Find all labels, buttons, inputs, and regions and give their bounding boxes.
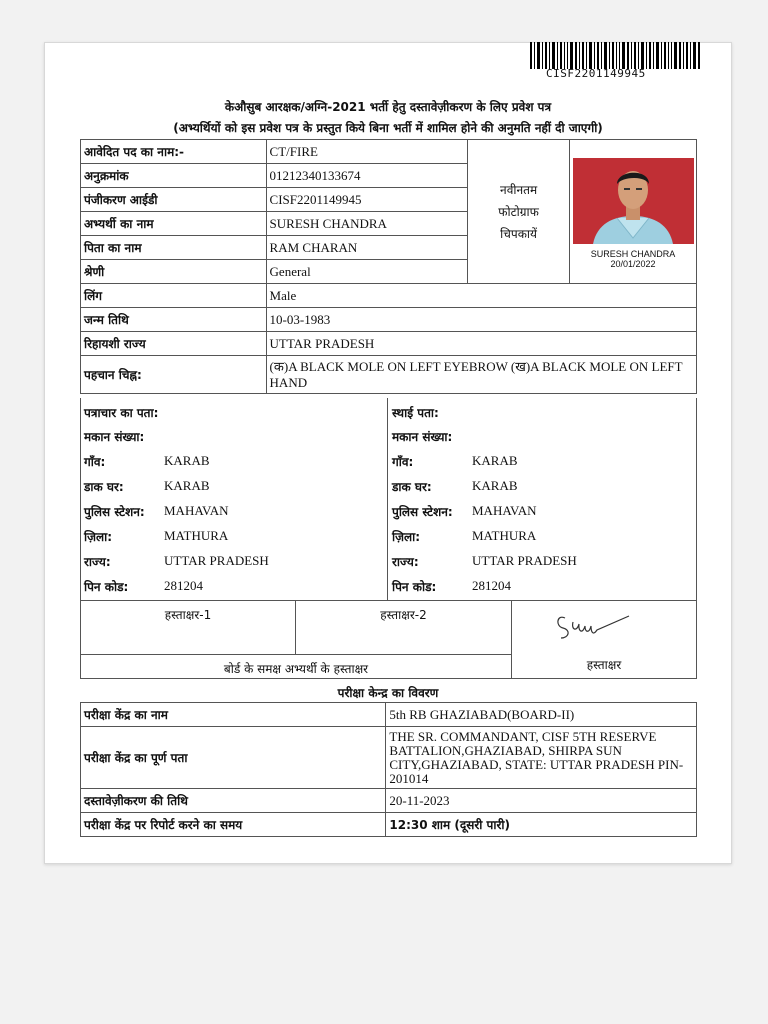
address-value: MAHAVAN — [164, 503, 229, 518]
exam-row — [81, 789, 697, 813]
address-label: राज्य: — [84, 555, 111, 569]
detail-value: 01212340133674 — [266, 164, 468, 188]
candidate-signature — [551, 608, 631, 642]
address-label: गाँव: — [84, 455, 106, 469]
address-label: डाक घर: — [84, 480, 124, 494]
address-value: KARAB — [472, 478, 518, 493]
address-label: ज़िला: — [84, 530, 113, 544]
detail-value: UTTAR PRADESH — [266, 332, 696, 356]
correspondence-address-title: पत्राचार का पता: — [84, 406, 159, 420]
card-instruction: (अभ्यर्थियों को इस प्रवेश पत्र के प्रस्तुत किये बिना भर्ती में शामिल होने की अनुमति नहीं दी जाएगी) — [173, 121, 603, 135]
address-label: मकान संख्या: — [84, 430, 145, 444]
address-label: मकान संख्या: — [392, 430, 453, 444]
detail-row — [81, 140, 697, 164]
photo-caption-date: 20/01/2022 — [610, 259, 656, 269]
detail-label: रिहायशी राज्य — [81, 332, 267, 356]
barcode — [530, 42, 700, 69]
address-section — [80, 398, 697, 601]
exam-value: THE SR. COMMANDANT, CISF 5TH RESERVE BATTALION,GHAZIABAD, SHIRPA SUN CITY,GHAZIABAD, STATE: UTTAR PRADESH PIN-201014 — [386, 727, 697, 789]
address-value: UTTAR PRADESH — [472, 553, 577, 568]
signature-1-label: हस्ताक्षर-1 — [164, 608, 212, 622]
address-value: KARAB — [164, 453, 210, 468]
exam-value: 5th RB GHAZIABAD(BOARD-II) — [386, 703, 697, 727]
exam-centre-table — [80, 702, 697, 837]
address-label: ज़िला: — [392, 530, 421, 544]
detail-row — [81, 284, 697, 308]
exam-row — [81, 813, 697, 837]
signature-section — [80, 600, 697, 679]
address-value: KARAB — [164, 478, 210, 493]
address-label: पिन कोड: — [84, 580, 129, 594]
detail-label: जन्म तिथि — [81, 308, 267, 332]
photo-placeholder-line: नवीनतम — [500, 182, 538, 197]
address-value: 281204 — [164, 578, 203, 593]
detail-value: Male — [266, 284, 696, 308]
detail-value: CT/FIRE — [266, 140, 468, 164]
address-label: पुलिस स्टेशन: — [392, 505, 453, 519]
photo-cell — [570, 140, 697, 284]
card-title: केऔसुब आरक्षक/अग्नि-2021 भर्ती हेतु दस्तावेज़ीकरण के लिए प्रवेश पत्र — [224, 100, 552, 114]
photo-placeholder — [468, 140, 570, 284]
address-label: पिन कोड: — [392, 580, 437, 594]
exam-label: परीक्षा केंद्र का पूर्ण पता — [81, 727, 386, 789]
candidate-photo — [573, 158, 694, 244]
detail-row — [81, 308, 697, 332]
detail-label: पिता का नाम — [81, 236, 267, 260]
detail-value: CISF2201149945 — [266, 188, 468, 212]
detail-value: General — [266, 260, 468, 284]
photo-placeholder-line: फोटोग्राफ — [498, 204, 539, 219]
detail-label: अभ्यर्थी का नाम — [81, 212, 267, 236]
detail-label: लिंग — [81, 284, 267, 308]
address-label: राज्य: — [392, 555, 419, 569]
signature-2-label: हस्ताक्षर-2 — [380, 608, 427, 622]
exam-centre-title: परीक्षा केन्द्र का विवरण — [337, 686, 439, 700]
address-label: पुलिस स्टेशन: — [84, 505, 145, 519]
detail-row — [81, 332, 697, 356]
address-value: MAHAVAN — [472, 503, 537, 518]
detail-label: पंजीकरण आईडी — [81, 188, 267, 212]
candidate-signature-caption: हस्ताक्षर — [586, 658, 622, 672]
exam-row — [81, 727, 697, 789]
exam-value: 20-11-2023 — [386, 789, 697, 813]
address-value: MATHURA — [164, 528, 229, 543]
exam-label: दस्तावेज़ीकरण की तिथि — [81, 789, 386, 813]
detail-label: आवेदित पद का नाम:- — [81, 140, 267, 164]
exam-label: परीक्षा केंद्र पर रिपोर्ट करने का समय — [81, 813, 386, 837]
exam-value: 12:30 शाम (दूसरी पारी) — [386, 813, 697, 837]
barcode-number: CISF2201149945 — [546, 67, 646, 80]
detail-value: SURESH CHANDRA — [266, 212, 468, 236]
detail-value: RAM CHARAN — [266, 236, 468, 260]
address-label: गाँव: — [392, 455, 414, 469]
detail-label: श्रेणी — [81, 260, 267, 284]
detail-value: 10-03-1983 — [266, 308, 696, 332]
candidate-details-table — [80, 139, 697, 394]
address-value: KARAB — [472, 453, 518, 468]
board-signature-caption: बोर्ड के समक्ष अभ्यर्थी के हस्ताक्षर — [223, 662, 369, 676]
address-value: 281204 — [472, 578, 511, 593]
address-value: UTTAR PRADESH — [164, 553, 269, 568]
detail-row — [81, 356, 697, 394]
photo-placeholder-line: चिपकायें — [500, 226, 538, 241]
exam-row — [81, 703, 697, 727]
detail-label: अनुक्रमांक — [81, 164, 267, 188]
photo-caption-name: SURESH CHANDRA — [590, 249, 676, 259]
detail-value: (क)A BLACK MOLE ON LEFT EYEBROW (ख)A BLACK MOLE ON LEFT HAND — [266, 356, 696, 394]
permanent-address-title: स्थाई पता: — [392, 406, 439, 420]
detail-label: पहचान चिह्न: — [81, 356, 267, 394]
address-value: MATHURA — [472, 528, 537, 543]
exam-label: परीक्षा केंद्र का नाम — [81, 703, 386, 727]
address-label: डाक घर: — [392, 480, 432, 494]
